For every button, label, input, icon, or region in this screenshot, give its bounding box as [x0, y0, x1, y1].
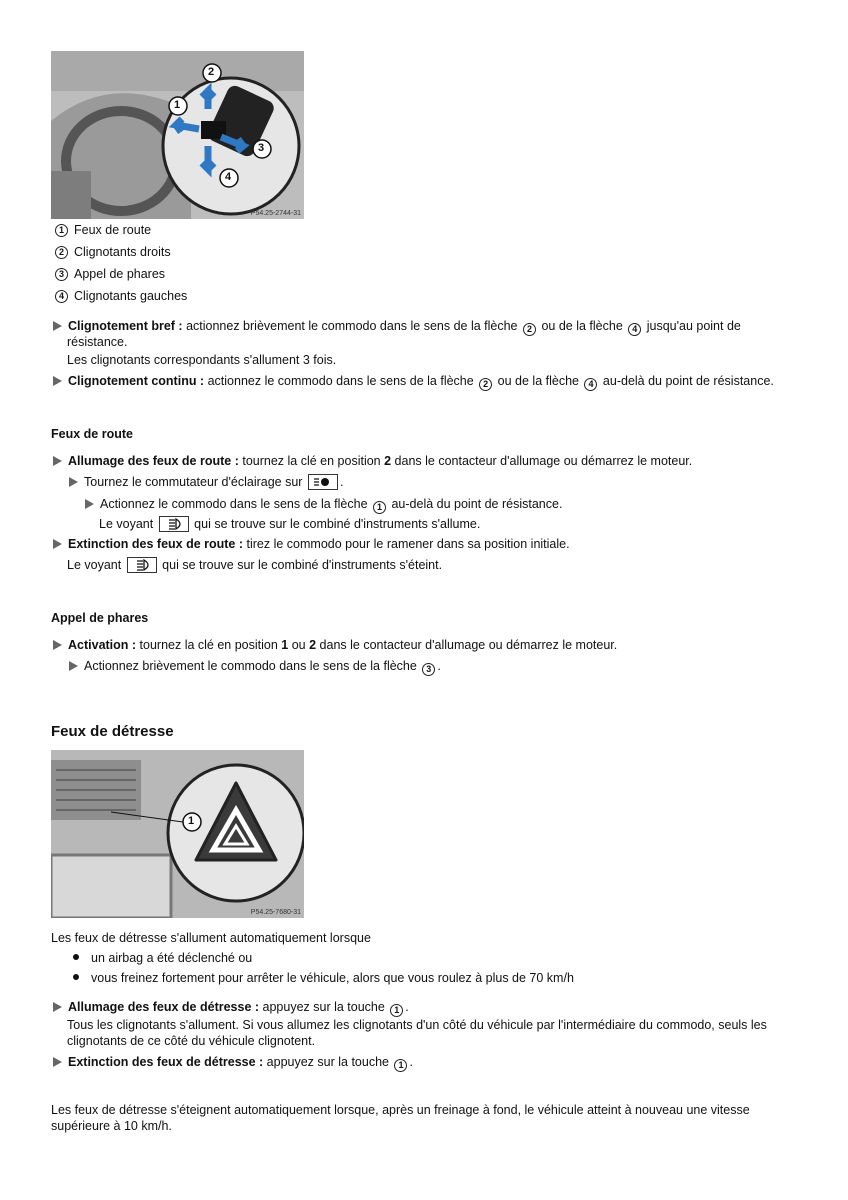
hazard-on-note: clignotants de ce côté du véhicule clignotent.	[67, 1034, 316, 1048]
hazard-intro: Les feux de détresse s'allument automatiquement lorsque	[51, 931, 371, 945]
legend-item: 4 Clignotants gauches	[53, 288, 187, 304]
high-beam-heading: Feux de route	[51, 427, 133, 441]
hazard-on: Allumage des feux de détresse : appuyez sur la touche 1 .	[53, 999, 409, 1017]
hazard-final: Les feux de détresse s'éteignent automatiquement lorsque, après un freinage à fond, le véhicule atteint à nouveau une vitesse	[51, 1103, 750, 1117]
hazard-bullet: vous freinez fortement pour arrêter le véhicule, alors que vous roulez à plus de 70 km/h	[73, 970, 574, 986]
callout-1: 1	[188, 815, 195, 827]
callout-2: 2	[208, 66, 215, 78]
lamp-on-note: Le voyant qui se trouve sur le combiné d'instruments s'allume.	[99, 517, 481, 531]
headlamp-icon	[308, 474, 338, 490]
light-switch-step: Tournez le commutateur d'éclairage sur .	[69, 474, 343, 490]
figure-caption: P54.25-7680-31	[250, 909, 301, 916]
legend-item: 3 Appel de phares	[53, 266, 165, 282]
figure-caption: P54.25-2744-31	[250, 210, 301, 217]
flash-heading: Appel de phares	[51, 611, 149, 625]
callout-4: 4	[225, 171, 232, 183]
blink-short-note: Les clignotants correspondants s'allument 3 fois.	[67, 353, 337, 367]
legend-item: 1 Feux de route	[53, 222, 151, 238]
hazard-on-note: Tous les clignotants s'allument. Si vous allumez les clignotants d'un côté du véhicule par l'intermédiaire du commodo, seuls les	[67, 1018, 767, 1032]
lamp-off-note: Le voyant qui se trouve sur le combiné d'instruments s'éteint.	[67, 558, 443, 572]
high-beam-on: Allumage des feux de route : tournez la clé en position 2 dans le contacteur d'allumage ou démarrez le moteur.	[53, 453, 692, 469]
blink-short-cont: résistance.	[67, 335, 128, 349]
blink-short: Clignotement bref : actionnez brièvement le commodo dans le sens de la flèche 2 ou de la flèche 4 jusqu'au point de	[53, 318, 741, 336]
hazard-heading: Feux de détresse	[51, 723, 174, 740]
lever-figure	[51, 51, 304, 219]
high-beam-indicator-icon	[159, 516, 189, 532]
hazard-figure	[51, 750, 304, 918]
flash-step: Actionnez brièvement le commodo dans le sens de la flèche 3 .	[69, 658, 441, 676]
flash-activation: Activation : tournez la clé en position 1 ou 2 dans le contacteur d'allumage ou démarrez le moteur.	[53, 637, 617, 653]
blink-continuous: Clignotement continu : actionnez le commodo dans le sens de la flèche 2 ou de la flèche 4 au-delà du point de résistance.	[53, 373, 774, 391]
legend-item: 2 Clignotants droits	[53, 244, 171, 260]
callout-1: 1	[174, 99, 181, 111]
hazard-final: supérieure à 10 km/h.	[51, 1119, 172, 1133]
high-beam-indicator-icon	[127, 557, 157, 573]
lever-step: Actionnez le commodo dans le sens de la flèche 1 au-delà du point de résistance.	[85, 496, 562, 514]
hazard-bullet: un airbag a été déclenché ou	[73, 950, 252, 966]
callout-3: 3	[258, 142, 265, 154]
hazard-off: Extinction des feux de détresse : appuyez sur la touche 1 .	[53, 1054, 413, 1072]
high-beam-off: Extinction des feux de route : tirez le commodo pour le ramener dans sa position initiale.	[53, 536, 570, 552]
